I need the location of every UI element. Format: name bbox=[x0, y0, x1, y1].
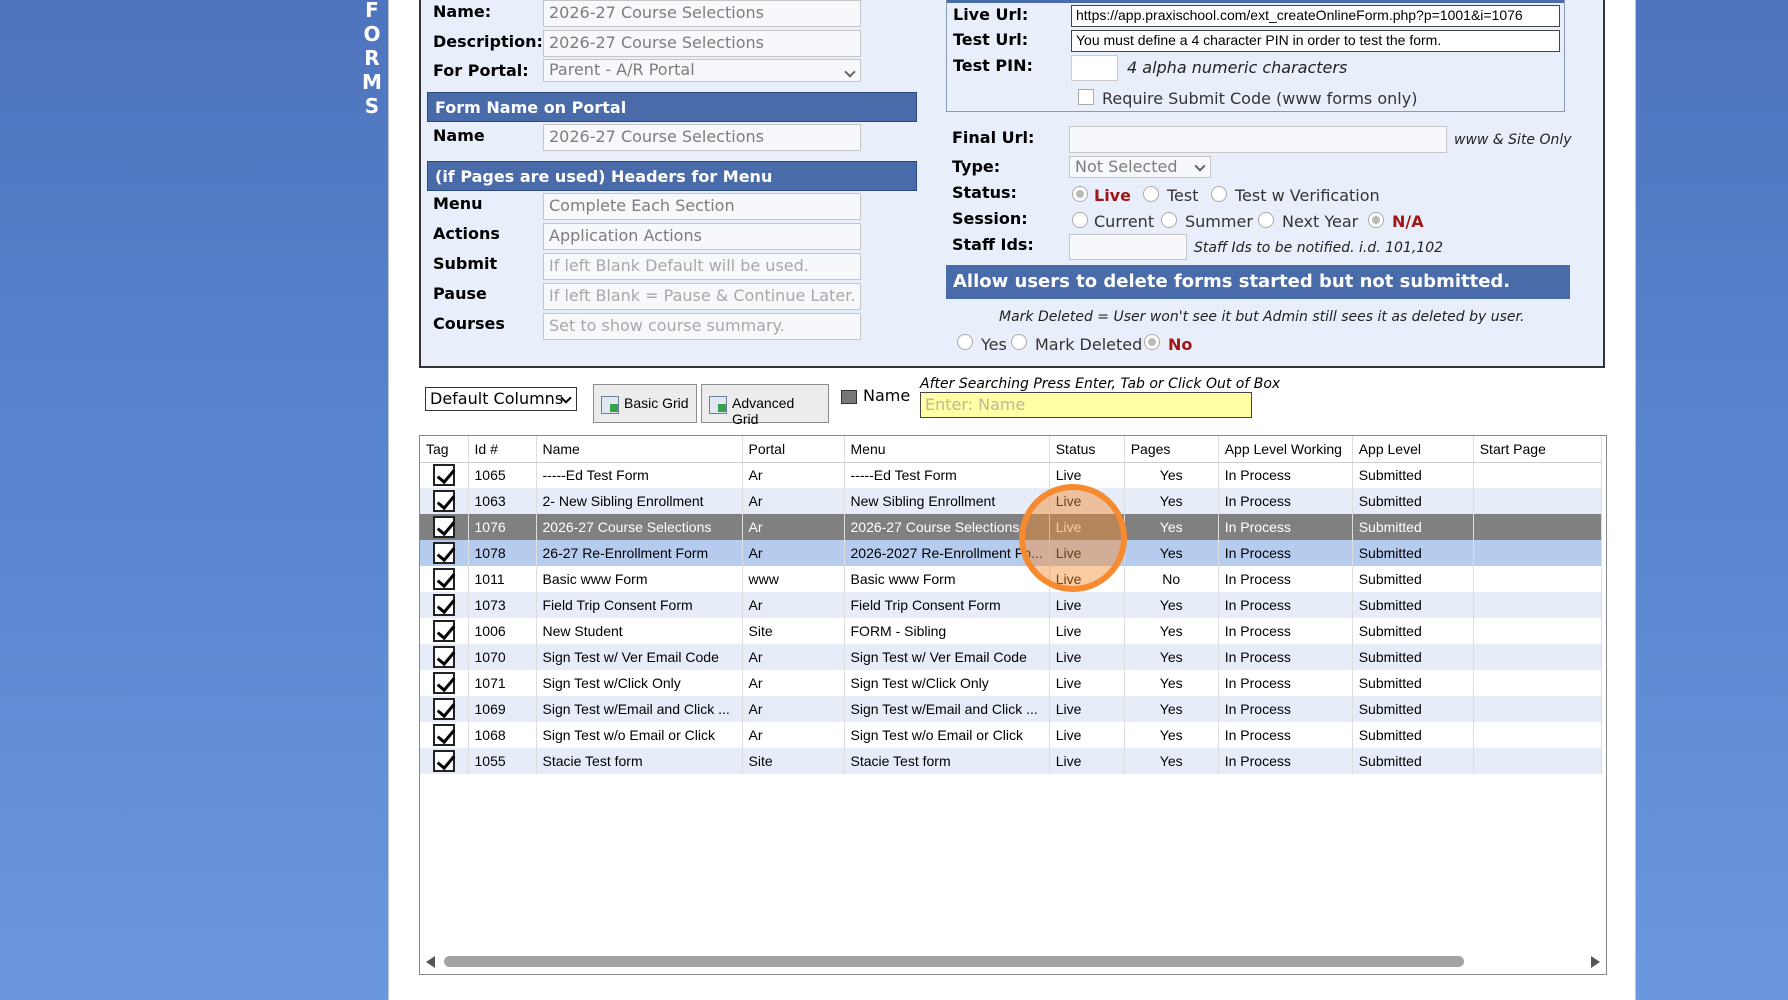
cell-name: -----Ed Test Form bbox=[536, 462, 742, 488]
table-row[interactable] bbox=[420, 592, 1601, 618]
cell-level: Submitted bbox=[1352, 592, 1473, 618]
cell-working: In Process bbox=[1218, 748, 1352, 774]
cell-id: 1070 bbox=[468, 644, 536, 670]
cell-status: Live bbox=[1049, 514, 1124, 540]
cell-working: In Process bbox=[1218, 488, 1352, 514]
cell-portal: Ar bbox=[742, 462, 844, 488]
portal-name-input[interactable]: 2026-27 Course Selections bbox=[543, 124, 861, 151]
forms-grid bbox=[419, 435, 1607, 975]
menu-label: Menu bbox=[433, 194, 483, 213]
side-letter: S bbox=[364, 94, 380, 118]
tag-cell bbox=[420, 462, 468, 488]
cell-id: 1055 bbox=[468, 748, 536, 774]
advanced-grid-button[interactable] bbox=[701, 384, 829, 427]
grid-icon bbox=[601, 396, 619, 414]
table-row[interactable] bbox=[420, 722, 1601, 748]
cell-name: 26-27 Re-Enrollment Form bbox=[536, 540, 742, 566]
cell-menu: Basic www Form bbox=[844, 566, 1049, 592]
column-header[interactable]: Portal bbox=[742, 436, 844, 462]
basic-grid-label: Basic Grid bbox=[624, 395, 689, 411]
table-row[interactable] bbox=[420, 514, 1601, 540]
cell-start bbox=[1473, 566, 1601, 592]
cell-pages: Yes bbox=[1124, 514, 1218, 540]
cell-start bbox=[1473, 540, 1601, 566]
session-label: Session: bbox=[952, 209, 1028, 228]
cell-pages: Yes bbox=[1124, 592, 1218, 618]
status-live-radio[interactable] bbox=[1072, 186, 1088, 202]
search-input[interactable]: Enter: Name bbox=[920, 392, 1252, 418]
column-header[interactable]: App Level bbox=[1352, 436, 1473, 462]
cell-working: In Process bbox=[1218, 696, 1352, 722]
delete-yes-radio[interactable] bbox=[957, 334, 973, 350]
cell-working: In Process bbox=[1218, 540, 1352, 566]
cell-level: Submitted bbox=[1352, 722, 1473, 748]
cell-name: Sign Test w/Click Only bbox=[536, 670, 742, 696]
submit-input[interactable]: If left Blank Default will be used. bbox=[543, 253, 861, 280]
scroll-thumb[interactable] bbox=[444, 956, 1464, 967]
pause-label: Pause bbox=[433, 284, 487, 303]
cell-pages: Yes bbox=[1124, 488, 1218, 514]
cell-working: In Process bbox=[1218, 462, 1352, 488]
courses-input[interactable]: Set to show course summary. bbox=[543, 313, 861, 340]
delete-mark-label: Mark Deleted bbox=[1035, 335, 1143, 354]
cell-level: Submitted bbox=[1352, 696, 1473, 722]
type-label: Type: bbox=[952, 157, 1001, 176]
portal-name-label: Name bbox=[433, 126, 485, 145]
final-url-label: Final Url: bbox=[952, 128, 1035, 147]
scroll-right-arrow-icon[interactable] bbox=[1591, 956, 1600, 968]
session-next-year-radio[interactable] bbox=[1258, 212, 1274, 228]
cell-status: Live bbox=[1049, 488, 1124, 514]
cell-menu: FORM - Sibling bbox=[844, 618, 1049, 644]
delete-mark-radio[interactable] bbox=[1011, 334, 1027, 350]
cell-id: 1063 bbox=[468, 488, 536, 514]
actions-label: Actions bbox=[433, 224, 500, 243]
cell-id: 1071 bbox=[468, 670, 536, 696]
cell-working: In Process bbox=[1218, 722, 1352, 748]
cell-level: Submitted bbox=[1352, 670, 1473, 696]
type-select[interactable] bbox=[1069, 156, 1211, 178]
staff-ids-note: Staff Ids to be notified. i.d. 101,102 bbox=[1194, 240, 1444, 256]
require-submit-label: Require Submit Code (www forms only) bbox=[1102, 89, 1418, 108]
cell-menu: New Sibling Enrollment bbox=[844, 488, 1049, 514]
advanced-grid-label: Advanced Grid bbox=[732, 395, 795, 427]
cell-start bbox=[1473, 696, 1601, 722]
cell-portal: Ar bbox=[742, 592, 844, 618]
cell-start bbox=[1473, 514, 1601, 540]
cell-portal: Ar bbox=[742, 696, 844, 722]
cell-start bbox=[1473, 644, 1601, 670]
tag-checkbox[interactable] bbox=[433, 594, 455, 616]
name-label: Name: bbox=[433, 2, 492, 21]
menu-input[interactable]: Complete Each Section bbox=[543, 193, 861, 220]
cell-id: 1069 bbox=[468, 696, 536, 722]
portal-select[interactable] bbox=[543, 59, 861, 82]
test-url-label: Test Url: bbox=[953, 30, 1029, 49]
menu-headers-header: (if Pages are used) Headers for Menu bbox=[427, 161, 917, 191]
forms-vertical-title bbox=[362, 0, 382, 118]
table-row[interactable] bbox=[420, 696, 1601, 722]
tag-checkbox[interactable] bbox=[433, 724, 455, 746]
table-row[interactable] bbox=[420, 670, 1601, 696]
cell-start bbox=[1473, 618, 1601, 644]
cell-id: 1076 bbox=[468, 514, 536, 540]
pin-note: 4 alpha numeric characters bbox=[1127, 58, 1348, 77]
cell-portal: Ar bbox=[742, 644, 844, 670]
tag-checkbox[interactable] bbox=[433, 516, 455, 538]
cell-menu: Stacie Test form bbox=[844, 748, 1049, 774]
final-url-input[interactable] bbox=[1069, 126, 1447, 153]
columns-select-value: Default Columns bbox=[430, 389, 564, 408]
status-live-label: Live bbox=[1094, 186, 1131, 205]
cell-pages: Yes bbox=[1124, 644, 1218, 670]
cell-menu: -----Ed Test Form bbox=[844, 462, 1049, 488]
search-hint: After Searching Press Enter, Tab or Click Out of Box bbox=[920, 376, 1281, 392]
tag-cell bbox=[420, 670, 468, 696]
cell-level: Submitted bbox=[1352, 748, 1473, 774]
portal-label: For Portal: bbox=[433, 61, 529, 80]
final-url-note: www & Site Only bbox=[1454, 132, 1572, 148]
status-test-verification-label: Test w Verification bbox=[1235, 186, 1380, 205]
cell-portal: Ar bbox=[742, 488, 844, 514]
status-test-radio[interactable] bbox=[1143, 186, 1159, 202]
cell-level: Submitted bbox=[1352, 514, 1473, 540]
table-row[interactable] bbox=[420, 540, 1601, 566]
session-na-radio[interactable] bbox=[1368, 212, 1384, 228]
session-current-label: Current bbox=[1094, 212, 1155, 231]
cell-level: Submitted bbox=[1352, 644, 1473, 670]
cell-menu: 2026-27 Course Selections bbox=[844, 514, 1049, 540]
cell-menu: Sign Test w/Click Only bbox=[844, 670, 1049, 696]
column-header[interactable]: Name bbox=[536, 436, 742, 462]
cell-pages: Yes bbox=[1124, 722, 1218, 748]
cell-start bbox=[1473, 592, 1601, 618]
cell-working: In Process bbox=[1218, 592, 1352, 618]
tag-checkbox[interactable] bbox=[433, 646, 455, 668]
cell-pages: Yes bbox=[1124, 462, 1218, 488]
cell-level: Submitted bbox=[1352, 566, 1473, 592]
cell-start bbox=[1473, 488, 1601, 514]
table-row[interactable] bbox=[420, 566, 1601, 592]
cell-name: 2- New Sibling Enrollment bbox=[536, 488, 742, 514]
session-current-radio[interactable] bbox=[1072, 212, 1088, 228]
tag-checkbox[interactable] bbox=[433, 672, 455, 694]
cell-id: 1068 bbox=[468, 722, 536, 748]
submit-label: Submit bbox=[433, 254, 498, 273]
cell-name: Sign Test w/Email and Click ... bbox=[536, 696, 742, 722]
cell-status: Live bbox=[1049, 644, 1124, 670]
table-row[interactable] bbox=[420, 462, 1601, 488]
status-test-verification-radio[interactable] bbox=[1211, 186, 1227, 202]
cell-start bbox=[1473, 462, 1601, 488]
column-header[interactable]: Start Page bbox=[1473, 436, 1601, 462]
tag-cell bbox=[420, 514, 468, 540]
cell-portal: Ar bbox=[742, 722, 844, 748]
tag-cell bbox=[420, 722, 468, 748]
cell-working: In Process bbox=[1218, 670, 1352, 696]
side-letter: R bbox=[364, 46, 380, 70]
cell-name: Basic www Form bbox=[536, 566, 742, 592]
require-submit-checkbox[interactable] bbox=[1078, 89, 1094, 105]
cell-name: Sign Test w/ Ver Email Code bbox=[536, 644, 742, 670]
session-summer-label: Summer bbox=[1185, 212, 1253, 231]
delete-forms-banner: Allow users to delete forms started but not submitted. bbox=[946, 265, 1570, 299]
column-header[interactable]: Status bbox=[1049, 436, 1124, 462]
cell-pages: Yes bbox=[1124, 618, 1218, 644]
tag-checkbox[interactable] bbox=[433, 490, 455, 512]
cell-pages: No bbox=[1124, 566, 1218, 592]
edit-grid-icon bbox=[709, 396, 727, 414]
description-label: Description: bbox=[433, 32, 543, 51]
tag-checkbox[interactable] bbox=[433, 698, 455, 720]
staff-ids-label: Staff Ids: bbox=[952, 235, 1034, 254]
cell-menu: Sign Test w/Email and Click ... bbox=[844, 696, 1049, 722]
session-na-label: N/A bbox=[1392, 212, 1424, 231]
cell-id: 1011 bbox=[468, 566, 536, 592]
type-select-value: Not Selected bbox=[1075, 157, 1178, 176]
table-row[interactable] bbox=[420, 488, 1601, 514]
tag-checkbox[interactable] bbox=[433, 464, 455, 486]
horizontal-scrollbar[interactable] bbox=[420, 950, 1606, 974]
chevron-down-icon bbox=[1194, 160, 1205, 171]
live-url-label: Live Url: bbox=[953, 5, 1029, 24]
mark-deleted-note: Mark Deleted = User won't see it but Admin still sees it as deleted by user. bbox=[999, 309, 1525, 325]
status-label: Status: bbox=[952, 183, 1017, 202]
test-pin-input[interactable] bbox=[1071, 55, 1118, 81]
description-input[interactable]: 2026-27 Course Selections bbox=[543, 30, 861, 57]
cell-name: New Student bbox=[536, 618, 742, 644]
cell-working: In Process bbox=[1218, 514, 1352, 540]
cell-menu: Field Trip Consent Form bbox=[844, 592, 1049, 618]
cell-working: In Process bbox=[1218, 644, 1352, 670]
columns-select[interactable] bbox=[425, 387, 577, 411]
tag-cell bbox=[420, 592, 468, 618]
test-pin-label: Test PIN: bbox=[953, 56, 1033, 75]
cell-id: 1073 bbox=[468, 592, 536, 618]
cell-status: Live bbox=[1049, 670, 1124, 696]
cell-name: Field Trip Consent Form bbox=[536, 592, 742, 618]
forms-table bbox=[420, 436, 1602, 774]
live-url-input[interactable]: https://app.praxischool.com/ext_createOnlineForm.php?p=1001&i=1076 bbox=[1071, 5, 1560, 27]
status-test-label: Test bbox=[1167, 186, 1199, 205]
cell-status: Live bbox=[1049, 618, 1124, 644]
pause-input[interactable]: If left Blank = Pause & Continue Later. bbox=[543, 283, 861, 310]
side-letter: O bbox=[363, 22, 381, 46]
cell-status: Live bbox=[1049, 696, 1124, 722]
cell-portal: Ar bbox=[742, 540, 844, 566]
delete-no-radio[interactable] bbox=[1144, 334, 1160, 350]
cell-menu: Sign Test w/o Email or Click bbox=[844, 722, 1049, 748]
tag-cell bbox=[420, 566, 468, 592]
column-header[interactable]: Id # bbox=[468, 436, 536, 462]
cell-menu: 2026-2027 Re-Enrollment Fo... bbox=[844, 540, 1049, 566]
cell-start bbox=[1473, 670, 1601, 696]
tag-checkbox[interactable] bbox=[433, 750, 455, 772]
cell-start bbox=[1473, 722, 1601, 748]
table-row[interactable] bbox=[420, 644, 1601, 670]
side-letter: M bbox=[362, 70, 382, 94]
cell-pages: Yes bbox=[1124, 540, 1218, 566]
table-row[interactable] bbox=[420, 618, 1601, 644]
tag-checkbox[interactable] bbox=[433, 568, 455, 590]
table-header-row bbox=[420, 436, 1601, 462]
cell-start bbox=[1473, 748, 1601, 774]
cell-pages: Yes bbox=[1124, 696, 1218, 722]
search-name-label: Name bbox=[863, 386, 911, 405]
tag-checkbox[interactable] bbox=[433, 620, 455, 642]
tag-cell bbox=[420, 488, 468, 514]
session-next-year-label: Next Year bbox=[1282, 212, 1359, 231]
cell-working: In Process bbox=[1218, 618, 1352, 644]
cell-working: In Process bbox=[1218, 566, 1352, 592]
cell-name: Stacie Test form bbox=[536, 748, 742, 774]
cell-status: Live bbox=[1049, 722, 1124, 748]
tag-cell bbox=[420, 696, 468, 722]
cell-level: Submitted bbox=[1352, 462, 1473, 488]
basic-grid-button[interactable] bbox=[593, 384, 697, 423]
cell-id: 1006 bbox=[468, 618, 536, 644]
cell-status: Live bbox=[1049, 462, 1124, 488]
cell-pages: Yes bbox=[1124, 670, 1218, 696]
cell-menu: Sign Test w/ Ver Email Code bbox=[844, 644, 1049, 670]
cell-status: Live bbox=[1049, 748, 1124, 774]
cell-status: Live bbox=[1049, 566, 1124, 592]
cell-status: Live bbox=[1049, 540, 1124, 566]
cell-level: Submitted bbox=[1352, 618, 1473, 644]
tag-checkbox[interactable] bbox=[433, 542, 455, 564]
portal-select-value: Parent - A/R Portal bbox=[549, 60, 695, 79]
cell-pages: Yes bbox=[1124, 748, 1218, 774]
staff-ids-input[interactable] bbox=[1069, 234, 1187, 260]
portal-name-header: Form Name on Portal bbox=[427, 92, 917, 122]
tag-cell bbox=[420, 618, 468, 644]
column-header[interactable]: Tag bbox=[420, 436, 468, 462]
cell-name: Sign Test w/o Email or Click bbox=[536, 722, 742, 748]
column-header[interactable]: Pages bbox=[1124, 436, 1218, 462]
delete-no-label: No bbox=[1168, 335, 1193, 354]
cell-id: 1078 bbox=[468, 540, 536, 566]
tag-cell bbox=[420, 644, 468, 670]
column-header[interactable]: Menu bbox=[844, 436, 1049, 462]
binoculars-icon bbox=[841, 390, 857, 404]
url-box bbox=[946, 0, 1565, 112]
side-letter: F bbox=[365, 0, 379, 22]
cell-name: 2026-27 Course Selections bbox=[536, 514, 742, 540]
delete-yes-label: Yes bbox=[981, 335, 1007, 354]
cell-portal: Ar bbox=[742, 670, 844, 696]
table-row[interactable] bbox=[420, 748, 1601, 774]
cell-portal: Site bbox=[742, 618, 844, 644]
tag-cell bbox=[420, 540, 468, 566]
url-box-topbar bbox=[947, 0, 1564, 3]
test-url-input[interactable]: You must define a 4 character PIN in order to test the form. bbox=[1071, 30, 1560, 52]
cell-status: Live bbox=[1049, 592, 1124, 618]
scroll-left-arrow-icon[interactable] bbox=[426, 956, 435, 968]
tag-cell bbox=[420, 748, 468, 774]
actions-input[interactable]: Application Actions bbox=[543, 223, 861, 250]
cell-level: Submitted bbox=[1352, 540, 1473, 566]
cell-portal: Ar bbox=[742, 514, 844, 540]
cell-level: Submitted bbox=[1352, 488, 1473, 514]
main-panel bbox=[388, 0, 1636, 1000]
column-header[interactable]: App Level Working bbox=[1218, 436, 1352, 462]
courses-label: Courses bbox=[433, 314, 505, 333]
cell-portal: Site bbox=[742, 748, 844, 774]
cell-id: 1065 bbox=[468, 462, 536, 488]
form-settings-box bbox=[419, 0, 1605, 368]
chevron-down-icon bbox=[844, 66, 855, 77]
cell-portal: www bbox=[742, 566, 844, 592]
form-name-input[interactable]: 2026-27 Course Selections bbox=[543, 0, 861, 27]
session-summer-radio[interactable] bbox=[1161, 212, 1177, 228]
